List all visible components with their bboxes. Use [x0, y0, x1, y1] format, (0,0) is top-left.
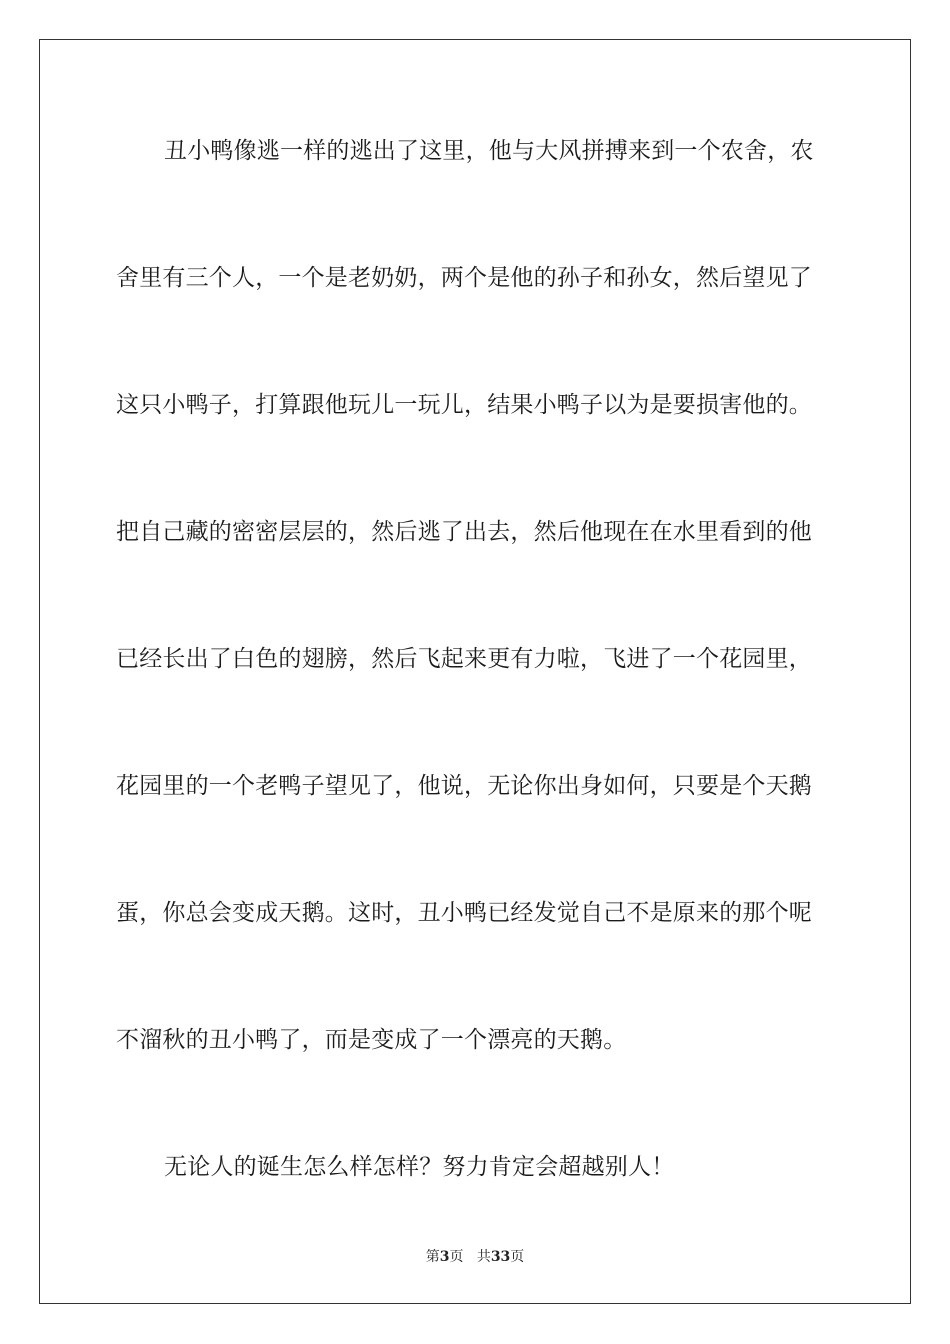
total-pages: 33 — [490, 1249, 511, 1265]
paragraph-1-line-6: 花园里的一个老鸭子望见了，他说，无论你出身如何，只要是个天鹅 — [116, 773, 812, 799]
total-prefix: 共 — [476, 1249, 491, 1265]
page-footer — [0, 1246, 950, 1266]
total-suffix: 页 — [510, 1249, 525, 1265]
paragraph-1-line-3: 这只小鸭子，打算跟他玩儿一玩儿，结果小鸭子以为是要损害他的。 — [116, 392, 812, 418]
paragraph-1-line-1: 丑小鸭像逃一样的逃出了这里，他与大风拼搏来到一个农舍，农 — [164, 138, 814, 164]
paragraph-2-line-1: 无论人的诞生怎么样怎样？努力肯定会超越别人！ — [164, 1154, 675, 1180]
paragraph-1-line-7: 蛋，你总会变成天鹅。这时，丑小鸭已经发觉自己不是原来的那个呢 — [116, 900, 812, 926]
paragraph-1-line-8: 不溜秋的丑小鸭了，而是变成了一个漂亮的天鹅。 — [116, 1027, 627, 1053]
page-suffix: 页 — [449, 1249, 464, 1265]
paragraph-1-line-5: 已经长出了白色的翅膀，然后飞起来更有力啦，飞进了一个花园里， — [116, 646, 812, 672]
paragraph-1-line-2: 舍里有三个人，一个是老奶奶，两个是他的孙子和孙女，然后望见了 — [116, 265, 812, 291]
paragraph-1-line-4: 把自己藏的密密层层的，然后逃了出去，然后他现在在水里看到的他 — [116, 519, 812, 545]
page-number: 3 — [439, 1249, 450, 1265]
document-body — [116, 126, 836, 1269]
page-prefix: 第 — [425, 1249, 440, 1265]
